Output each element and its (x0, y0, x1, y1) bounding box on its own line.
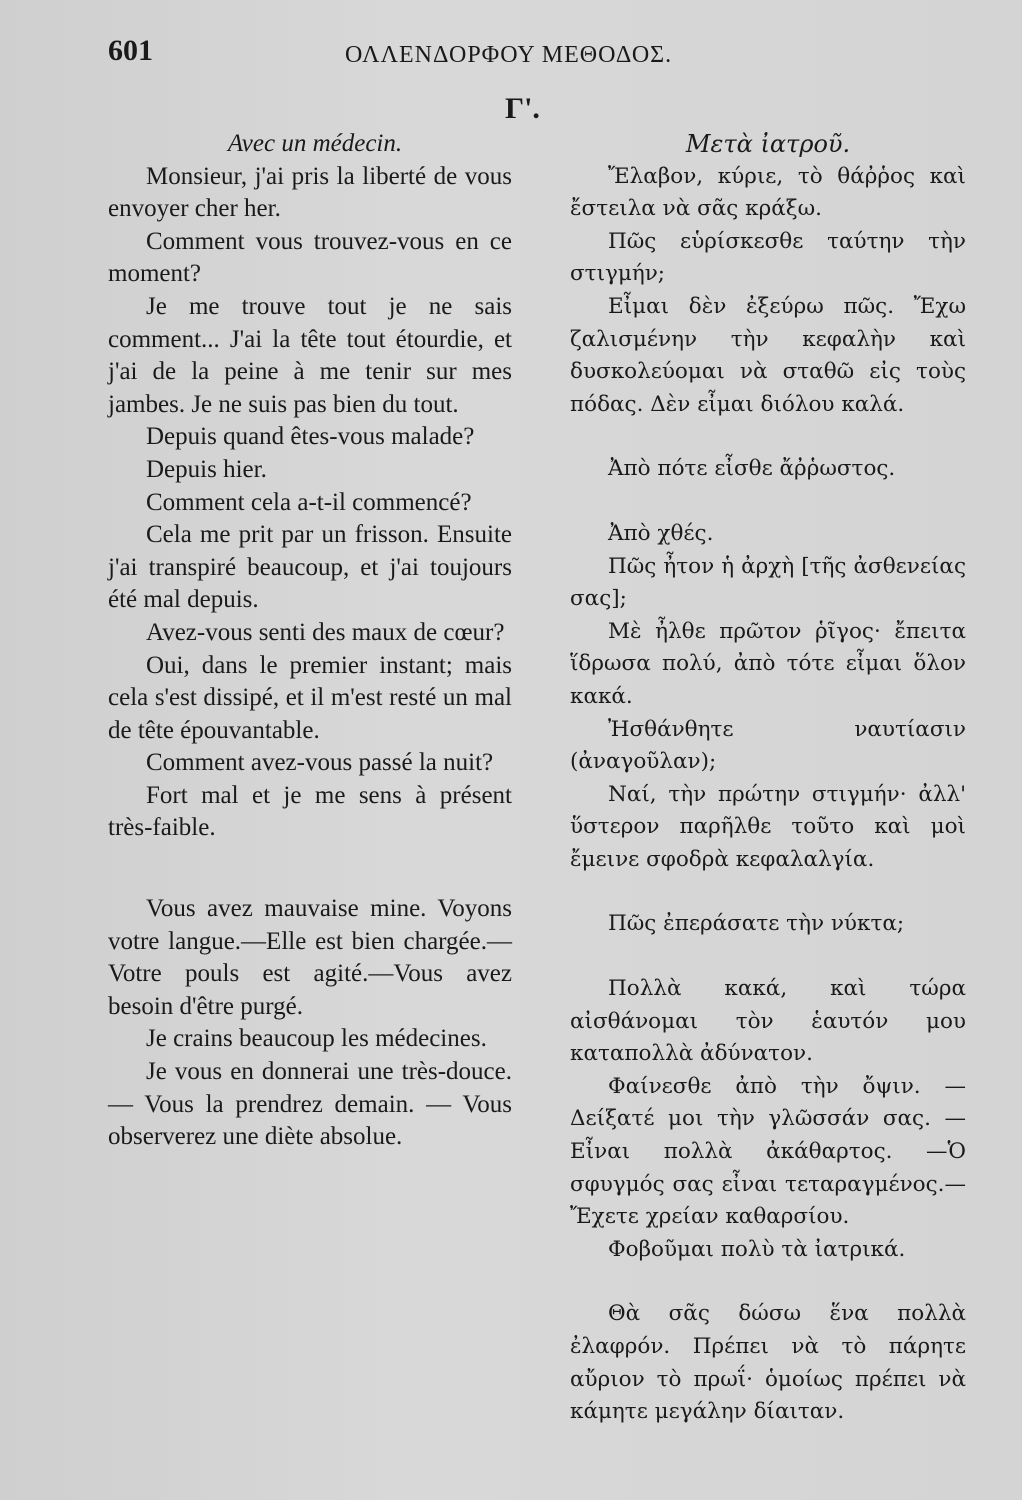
french-paragraph: Je me trouve tout je ne sais comment... J'ai la tête tout étourdie, et j'ai de la peine à me tenir sur mes jambes. Je ne suis pas bien du tout. (108, 292, 512, 418)
greek-paragraph: Πολλὰ κακά, καὶ τώρα αἰσθάνομαι τὸν ἑαυτόν μου καταπολλὰ ἀδύνατον. (570, 976, 966, 1067)
french-paragraph: Cela me prit par un frisson. Ensuite j'ai transpiré beaucoup, et j'ai toujours été mal depuis. (108, 521, 512, 614)
greek-paragraph: Πῶς ἐπεράσατε τὴν νύκτα; (608, 911, 905, 937)
greek-paragraph: Φοβοῦμαι πολὺ τὰ ἰατρικά. (608, 1236, 906, 1262)
french-paragraph: Je crains beaucoup les médecines. (146, 1025, 487, 1053)
greek-paragraph: Ναί, τὴν πρώτην στιγμήν· ἀλλ' ὕστερον παρῆλθε τοῦτο καὶ μοὶ ἔμεινε σφοδρὰ κεφαλαλγία. (570, 781, 966, 872)
french-paragraph: Vous avez mauvaise mine. Voyons votre langue.—Elle est bien chargée.—Votre pouls est agité.—Vous avez besoin d'être purgé. (108, 895, 512, 1020)
spacer (570, 486, 966, 518)
french-paragraph: Je vous en donnerai une très-douce.— Vous la prendrez demain. — Vous observerez une diète absolue. (108, 1058, 512, 1151)
french-paragraph: Comment avez-vous passé la nuit? (146, 749, 494, 777)
greek-paragraph: Εἶμαι δὲν ἐξεύρω πῶς. Ἔχω ζαλισμένην τὴν κεφαλὴν καὶ δυσκολεύομαι νὰ σταθῶ εἰς τοὺς πόδας. Δὲν εἶμαι διόλου καλά. (570, 293, 966, 417)
spacer (570, 876, 966, 908)
greek-paragraph: Πῶς εὑρίσκεσθε ταύτην τὴν στιγμήν; (570, 228, 966, 287)
greek-column (570, 128, 966, 1429)
greek-paragraph: Ἔλαβον, κύριε, τὸ θάῤῥος καὶ ἔστειλα νὰ σᾶς κράξω. (570, 163, 966, 222)
french-paragraph: Fort mal et je me sens à présent très-faible. (108, 781, 512, 842)
section-mark: Γ'. (505, 92, 540, 125)
french-paragraph: Avez-vous senti des maux de cœur? (146, 618, 505, 646)
spacer (570, 941, 966, 973)
french-heading: Avec un médecin. (227, 130, 403, 157)
french-paragraph: Comment vous trouvez-vous en ce moment? (108, 227, 512, 288)
greek-paragraph: Ἠσθάνθητε ναυτίασιν (ἀναγοῦλαν); (570, 716, 966, 775)
french-paragraph: Oui, dans le premier instant; mais cela s'est dissipé, et il m'est resté un mal de tête épouvantable. (108, 651, 512, 744)
running-title: ΟΛΛΕΝΔΟΡΦΟΥ ΜΕΘΟΔΟΣ. (345, 42, 673, 68)
spacer (108, 845, 512, 893)
spacer (570, 1266, 966, 1298)
french-column (108, 128, 512, 1154)
greek-paragraph: Ἀπὸ πότε εἶσθε ἄῤῥωστος. (608, 456, 896, 482)
french-paragraph: Depuis hier. (146, 455, 267, 483)
french-paragraph: Depuis quand êtes-vous malade? (146, 423, 475, 451)
greek-heading: Μετὰ ἰατροῦ. (685, 130, 851, 158)
greek-paragraph: Πῶς ἦτον ἡ ἀρχὴ [τῆς ἀσθενείας σας]; (570, 553, 966, 612)
spacer (570, 421, 966, 453)
greek-paragraph: Φαίνεσθε ἀπὸ τὴν ὄψιν. — Δείξατέ μοι τὴν γλῶσσάν σας. — Εἶναι πολλὰ ἀκάθαρτος. —Ὁ σφυγμός σας εἶναι τεταραγμένος.— Ἔχετε χρείαν καθαρσίου. (570, 1073, 966, 1230)
greek-paragraph: Ἀπὸ χθές. (608, 520, 714, 546)
greek-paragraph: Μὲ ἦλθε πρῶτον ῥῖγος· ἔπειτα ἵδρωσα πολύ, ἀπὸ τότε εἶμαι ὅλον κακά. (570, 618, 966, 709)
french-paragraph: Monsieur, j'ai pris la liberté de vous envoyer cher her. (108, 162, 512, 223)
french-paragraph: Comment cela a-t-il commencé? (146, 488, 472, 516)
greek-paragraph: Θὰ σᾶς δώσω ἕνα πολλὰ ἐλαφρόν. Πρέπει νὰ τὸ πάρητε αὔριον τὸ πρωΐ· ὁμοίως πρέπει νὰ κάμητε μεγάλην δίαιταν. (570, 1301, 966, 1425)
page-number: 601 (108, 34, 153, 67)
